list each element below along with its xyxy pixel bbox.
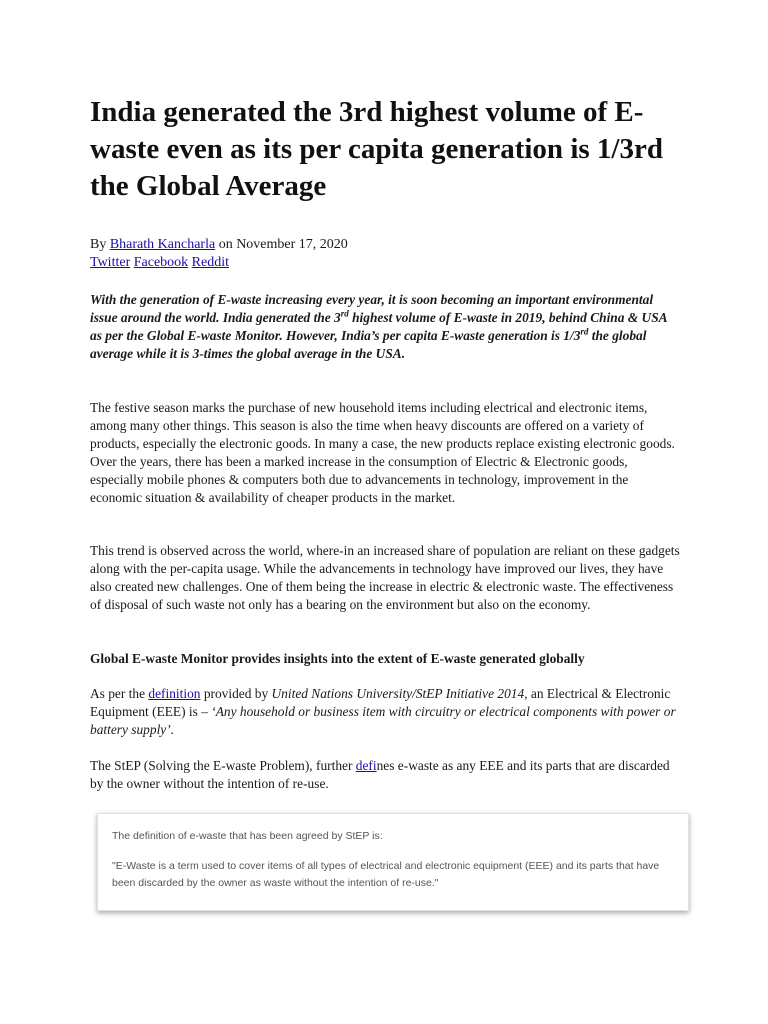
facebook-link[interactable]: Facebook: [133, 255, 189, 270]
p3-quote: ‘Any household or business item with circuitry or electrical components with power or battery supply’.: [90, 704, 676, 737]
byline: [90, 236, 690, 254]
defines-link[interactable]: defi: [355, 758, 377, 773]
reddit-link[interactable]: Reddit: [191, 255, 230, 270]
body-paragraph-3: [90, 685, 682, 739]
quote-box-text: "E-Waste is a term used to cover items of all types of electrical and electronic equipment (EEE) and its parts that have been discarded by the owner as waste without the intention of re-use.": [112, 860, 660, 889]
definition-quote-box: [97, 813, 689, 911]
definition-link[interactable]: definition: [148, 686, 201, 701]
lead-paragraph: [90, 291, 680, 363]
article-title: India generated the 3rd highest volume of E-waste even as its per capita generation is 1/3rd the Global Average: [90, 96, 663, 202]
lead-superscript-2: rd: [580, 326, 589, 337]
p3-organization: United Nations University/StEP Initiative 2014: [271, 686, 525, 701]
body-paragraph-1: The festive season marks the purchase of new household items including electrical and electronic items, among many other things. This season is also the time when heavy discounts are offered on a variety of products, especially the electronic goods. In many a case, the new products replace existing electronic goods. Over the years, there has been a marked increase in the consumption of Electric & Electronic goods, especially mobile phones & computers both due to advancements in technology, improvement in the economic situation & availability of cheaper products in the market.: [90, 400, 675, 505]
p3-mid2: , an Electrical & Electronic Equipment (EEE) is –: [90, 686, 671, 719]
p3-mid: provided by: [200, 686, 272, 701]
p4-suffix: nes e-waste as any EEE and its parts that are discarded by the owner without the intention of re-use.: [90, 758, 670, 791]
p3-prefix: As per the: [90, 686, 149, 701]
twitter-link[interactable]: Twitter: [90, 255, 131, 270]
section-subheading: Global E-waste Monitor provides insights into the extent of E-waste generated globally: [90, 651, 585, 666]
body-paragraph-4: [90, 757, 682, 793]
share-links: [90, 254, 690, 272]
quote-box-title: The definition of e-waste that has been agreed by StEP is:: [112, 830, 383, 842]
lead-text-2: highest volume of E-waste in 2019, behind China & USA as per the Global E-waste Monitor. However, India’s per capita E-waste generation is 1/3: [90, 310, 667, 343]
lead-text-1: With the generation of E-waste increasing every year, it is soon becoming an important environmental issue around the world. India generated the 3: [90, 292, 654, 325]
p4-prefix: The StEP (Solving the E-waste Problem), further: [90, 758, 356, 773]
lead-superscript-1: rd: [340, 308, 349, 319]
lead-text-3: the global average while it is 3-times the global average in the USA.: [90, 328, 647, 361]
byline-prefix: By: [90, 237, 110, 252]
body-paragraph-2: This trend is observed across the world, where-in an increased share of population are reliant on these gadgets along with the per-capita usage. While the advancements in technology have improved our lives, they have also created new challenges. One of them being the increase in electric & electronic waste. The effectiveness of disposal of such waste not only has a bearing on the environment but also on the economy.: [90, 543, 680, 612]
publish-date: on November 17, 2020: [215, 237, 348, 252]
author-link[interactable]: Bharath Kancharla: [109, 237, 216, 252]
